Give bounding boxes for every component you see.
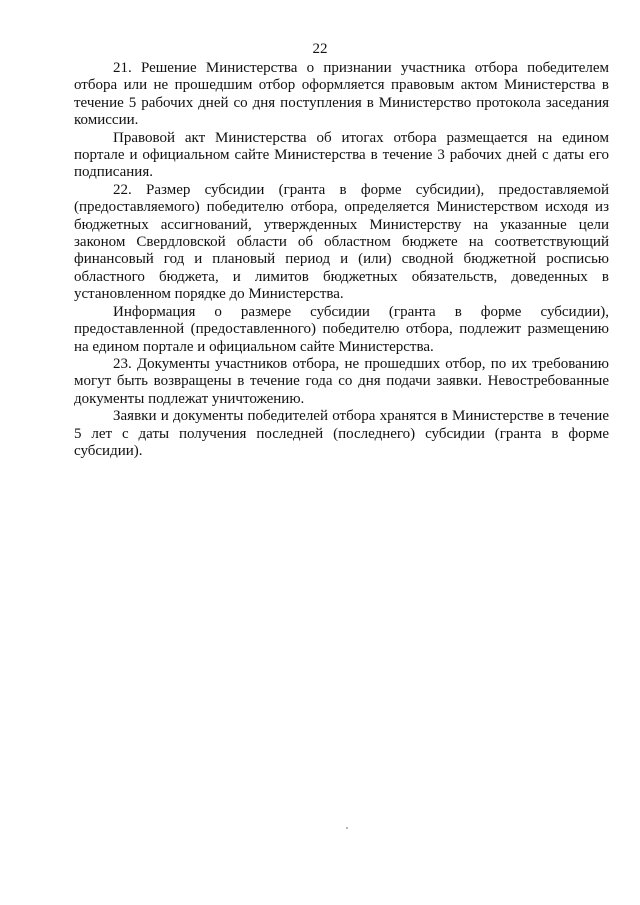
page-number: 22	[312, 41, 328, 57]
paragraph-legal-act-publication: Правовой акт Министерства об итогах отбора размещается на едином портале и официальном сайте Министерства в течение 3 рабочих дней с даты его подписания.	[74, 129, 609, 181]
scan-dot-mark	[346, 827, 348, 829]
document-body	[74, 60, 609, 460]
paragraph-documents-storage: Заявки и документы победителей отбора хранятся в Министерстве в течение 5 лет с даты получения последней (последнего) субсидии (гранта в форме субсидии).	[74, 408, 609, 459]
paragraph-subsidy-information: Информация о размере субсидии (гранта в форме субсидии), предоставленной (предоставленного) победителю отбора, подлежит размещению на едином портале и официальном сайте Министерства.	[74, 303, 609, 355]
paragraph-21-decision: 21. Решение Министерства о признании участника отбора победителем отбора или не прошедшим отбор оформляется правовым актом Министерства в течение 5 рабочих дней со дня поступления в Министерство протокола заседания комиссии.	[74, 60, 609, 129]
paragraph-22-subsidy-amount: 22. Размер субсидии (гранта в форме субсидии), предоставляемой (предоставляемого) победителю отбора, определяется Министерством исходя из бюджетных ассигнований, утвержденных Министерству на указанные цели законом Свердловской области об областном бюджете на соответствующий финансовый год и плановый период и (или) сводной бюджетной росписью областного бюджета, и лимитов бюджетных обязательств, доведенных в установленном порядке до Министерства.	[74, 181, 609, 303]
paragraph-23-documents-return: 23. Документы участников отбора, не прошедших отбор, по их требованию могут быть возвращены в течение года со дня подачи заявки. Невостребованные документы подлежат уничтожению.	[74, 355, 609, 407]
